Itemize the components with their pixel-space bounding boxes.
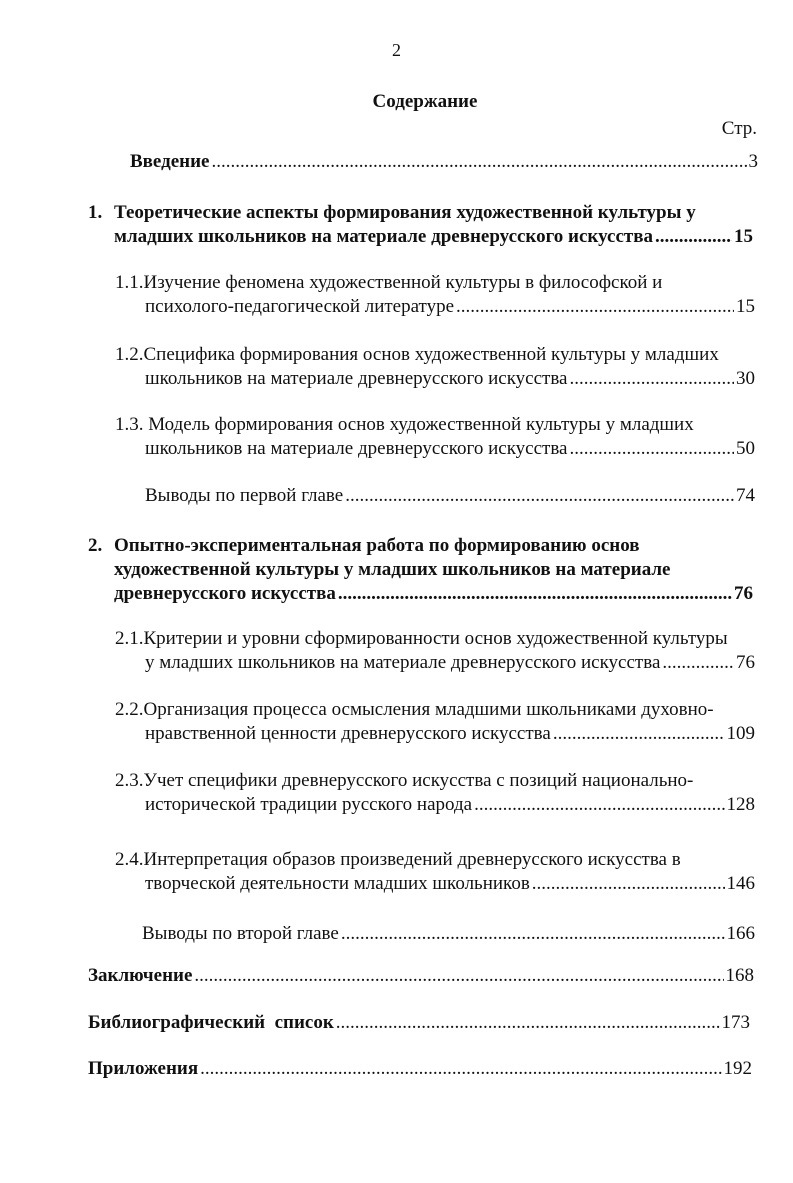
entry-page: 76 [736, 652, 755, 673]
entry-title-line-2: психолого-педагогической литературе [145, 296, 455, 317]
page-column-label: Стр. [721, 118, 757, 139]
entry-page: 166 [726, 923, 755, 944]
dot-leader [532, 872, 725, 896]
toc-entry-section-1-2 [115, 343, 755, 391]
toc-entry-section-2-3 [115, 769, 755, 817]
dot-leader [194, 964, 723, 988]
entry-title-line-2: школьников на материале древнерусского искусства [145, 368, 568, 389]
entry-title-line-1: Специфика формирования основ художественной культуры у младших [143, 344, 719, 365]
dot-leader [338, 582, 732, 606]
entry-title-line-1: Интерпретация образов произведений древнерусского искусства в [143, 849, 681, 870]
toc-entry-appendices [88, 1057, 752, 1081]
entry-title-line-1: Учет специфики древнерусского искусства с позиций национально- [143, 770, 694, 791]
entry-page: 128 [726, 794, 755, 815]
entry-title-line-3: древнерусского искусства [114, 583, 336, 604]
entry-page: 74 [736, 485, 755, 506]
toc-entry-chapter-1 [88, 201, 753, 249]
entry-title: Введение [130, 151, 210, 172]
dot-leader [553, 722, 725, 746]
entry-number: 2.3. [115, 770, 144, 791]
entry-page: 109 [726, 723, 755, 744]
toc-entry-bibliography [88, 1011, 750, 1035]
entry-number: 2. [88, 535, 103, 556]
toc-entry-section-2-1 [115, 627, 755, 675]
dot-leader [212, 150, 747, 174]
entry-title-line-2: исторической традиции русского народа [145, 794, 473, 815]
dot-leader [200, 1057, 721, 1081]
toc-entry-chapter-2 [88, 534, 753, 606]
entry-title-line-2: творческой деятельности младших школьников [145, 873, 530, 894]
entry-title-line-1: Теоретические аспекты формирования художественной культуры у [114, 202, 696, 223]
entry-page: 146 [726, 873, 755, 894]
entry-title: Выводы по второй главе [142, 923, 339, 944]
dot-leader [569, 437, 734, 461]
dot-leader [341, 922, 725, 946]
entry-page: 173 [721, 1012, 750, 1033]
dot-leader [345, 484, 734, 508]
entry-number: 1.1. [115, 272, 144, 293]
entry-title-line-2: художественной культуры у младших школьников на материале [114, 559, 671, 580]
entry-page: 15 [736, 296, 755, 317]
toc-entry-introduction [130, 150, 758, 174]
entry-number: 2.4. [115, 849, 144, 870]
page-number: 2 [392, 40, 401, 60]
entry-page: 3 [748, 151, 758, 172]
entry-page: 15 [734, 226, 753, 247]
entry-page: 50 [736, 438, 755, 459]
entry-title-line-2: у младших школьников на материале древнерусского искусства [145, 652, 661, 673]
toc-entry-section-2-4 [115, 848, 755, 896]
entry-title-line-2: младших школьников на материале древнерусского искусства [114, 226, 653, 247]
toc-entry-chapter-2-conclusions [142, 922, 755, 946]
dot-leader [569, 367, 734, 391]
entry-title-line-1: Опытно-экспериментальная работа по формированию основ [114, 535, 640, 556]
entry-page: 168 [725, 965, 754, 986]
entry-number: 2.1. [115, 628, 144, 649]
entry-title: Приложения [88, 1058, 199, 1079]
dot-leader [474, 793, 724, 817]
entry-title-line-1: Критерии и уровни сформированности основ художественной культуры [143, 628, 728, 649]
entry-number: 1.2. [115, 344, 144, 365]
toc-entry-section-1-1 [115, 271, 755, 319]
entry-page: 192 [723, 1058, 752, 1079]
entry-page: 76 [734, 583, 753, 604]
dot-leader [655, 225, 732, 249]
entry-title: Заключение [88, 965, 193, 986]
entry-title-line-1: Организация процесса осмысления младшими школьниками духовно- [143, 699, 714, 720]
toc-entry-conclusion [88, 964, 754, 988]
dot-leader [456, 295, 734, 319]
entry-title-line-1: Модель формирования основ художественной культуры у младших [143, 414, 694, 435]
entry-number: 1.3. [115, 414, 144, 435]
entry-title: Выводы по первой главе [145, 485, 344, 506]
toc-entry-section-2-2 [115, 698, 755, 746]
entry-title-line-2: нравственной ценности древнерусского искусства [145, 723, 551, 744]
toc-entry-chapter-1-conclusions [145, 484, 755, 508]
dot-leader [662, 651, 734, 675]
toc-entry-section-1-3 [115, 413, 755, 461]
dot-leader [336, 1011, 720, 1035]
entry-title: Библиографический список [88, 1012, 334, 1033]
entry-title-line-1: Изучение феномена художественной культуры в философской и [143, 272, 663, 293]
entry-number: 1. [88, 202, 103, 223]
entry-number: 2.2. [115, 699, 144, 720]
entry-page: 30 [736, 368, 755, 389]
toc-title: Содержание [372, 91, 478, 112]
entry-title-line-2: школьников на материале древнерусского искусства [145, 438, 568, 459]
